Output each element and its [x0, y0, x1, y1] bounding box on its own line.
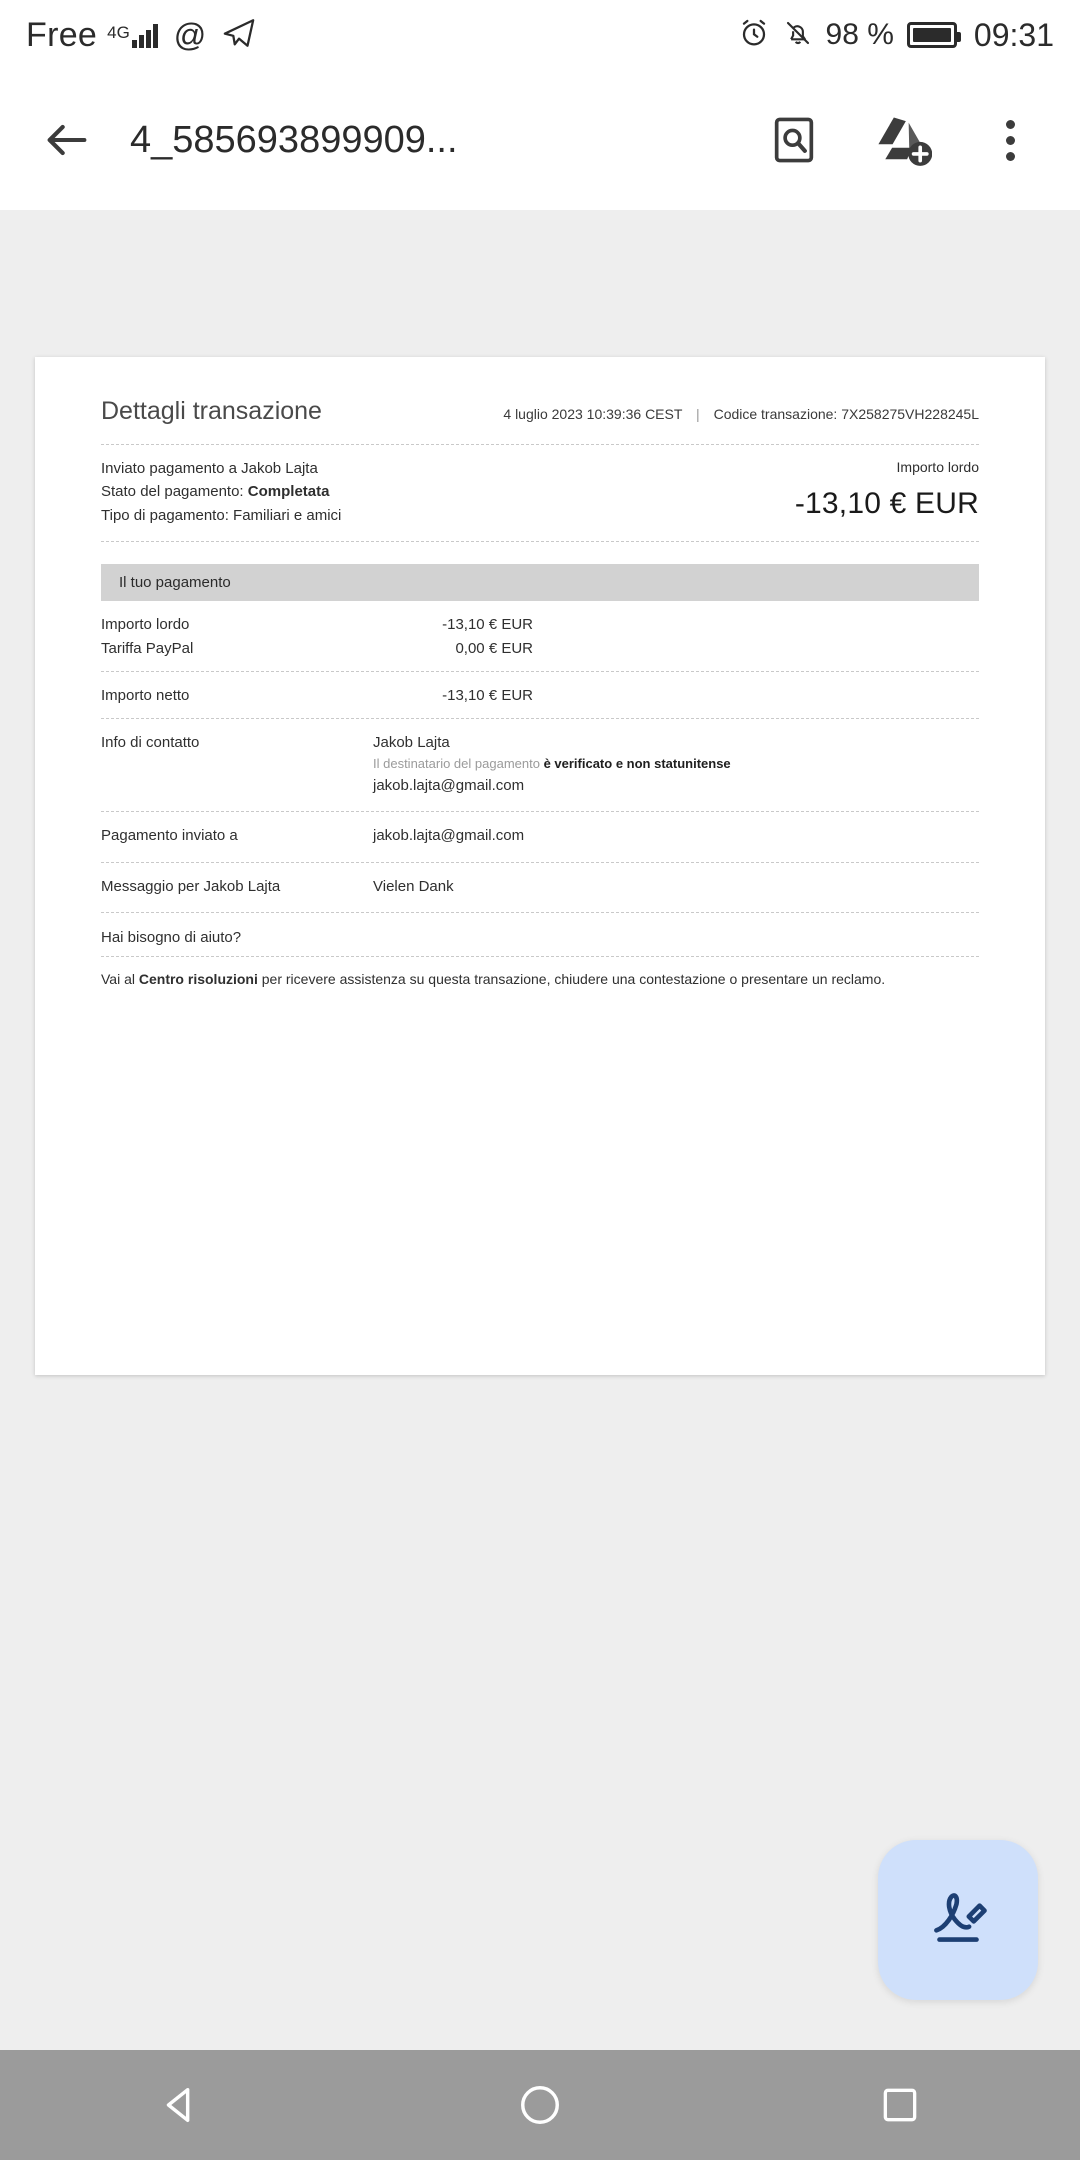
- nav-back-triangle-icon[interactable]: [105, 2050, 255, 2160]
- nav-recents-square-icon[interactable]: [825, 2050, 975, 2160]
- transaction-receipt: [35, 357, 1045, 1012]
- your-payment-band: Il tuo pagamento: [101, 564, 979, 601]
- help-title: Hai bisogno di aiuto?: [101, 928, 242, 946]
- battery-percent-label: 98 %: [825, 18, 894, 51]
- google-drive-add-icon[interactable]: [870, 108, 934, 172]
- bell-muted-icon: [783, 18, 813, 53]
- message-row: [101, 875, 979, 898]
- meta-separator: |: [696, 406, 700, 422]
- receipt-date: 4 luglio 2023 10:39:36 CEST: [503, 406, 683, 422]
- type-label: Tipo di pagamento:: [101, 506, 229, 524]
- nav-home-circle-icon[interactable]: [465, 2050, 615, 2160]
- message-section: [101, 863, 979, 912]
- receipt-header: [101, 397, 979, 444]
- contact-email: jakob.lajta@gmail.com: [373, 777, 525, 795]
- message-value: Vielen Dank: [373, 877, 454, 895]
- contact-section: [101, 719, 979, 812]
- back-button[interactable]: [32, 105, 102, 175]
- more-options-icon[interactable]: [978, 108, 1042, 172]
- contact-name: Jakob Lajta: [373, 733, 450, 751]
- signal-indicator: [107, 22, 158, 48]
- type-value: Familiari e amici: [233, 506, 342, 524]
- summary-right: [795, 457, 979, 527]
- note-bold: è verificato e non statunitense: [543, 756, 731, 771]
- amount-label: Importo lordo: [101, 615, 190, 633]
- amount-value: 0,00 € EUR: [455, 639, 533, 657]
- note-prefix: Il destinatario del pagamento: [373, 756, 544, 771]
- status-bar-right: [738, 17, 1054, 54]
- carrier-label: Free: [26, 15, 98, 54]
- status-bar: [0, 0, 1080, 70]
- type-row: [101, 504, 795, 527]
- amounts-section: [101, 601, 979, 671]
- at-icon: @: [173, 16, 207, 53]
- message-label: Messaggio per Jakob Lajta: [101, 877, 281, 895]
- status-bar-left: [26, 16, 256, 55]
- amount-row: [101, 613, 979, 637]
- amount-row: [101, 637, 979, 661]
- net-row: [101, 684, 979, 708]
- summary-section: [101, 445, 979, 541]
- contact-row: [101, 731, 979, 798]
- net-value: -13,10 € EUR: [442, 686, 533, 704]
- battery-icon: [907, 22, 957, 48]
- sent-to-detail-row: [101, 824, 979, 847]
- app-bar: [0, 70, 1080, 210]
- signature-edit-fab[interactable]: [878, 1840, 1038, 2000]
- status-row: [101, 480, 795, 503]
- transaction-code: Codice transazione: 7X258275VH228245L: [713, 406, 979, 422]
- sent-to-section: [101, 812, 979, 861]
- net-section: [101, 672, 979, 718]
- alarm-clock-icon: [738, 17, 770, 54]
- document-scan-icon[interactable]: [762, 108, 826, 172]
- resolution-center-link[interactable]: Centro risoluzioni: [138, 970, 258, 987]
- contact-details: [373, 731, 979, 798]
- amount-value: -13,10 € EUR: [442, 615, 533, 633]
- pdf-viewer[interactable]: [0, 210, 1080, 2050]
- file-title: 4_585693899909...: [130, 118, 458, 161]
- system-nav-bar: [0, 2050, 1080, 2160]
- pdf-page: [35, 357, 1045, 1375]
- telegram-icon: [222, 16, 256, 55]
- contact-verification-note: [373, 754, 979, 774]
- network-type-label: 4G: [107, 23, 130, 42]
- sent-to-row: [101, 457, 795, 480]
- clock-label: 09:31: [973, 16, 1054, 53]
- signature-edit-icon: [921, 1881, 995, 1960]
- help-prefix: Vai al: [101, 970, 139, 987]
- sent-to-value: jakob.lajta@gmail.com: [373, 827, 525, 845]
- summary-left: [101, 457, 795, 527]
- signal-bars-icon: [132, 22, 158, 48]
- status-label: Stato del pagamento:: [101, 483, 244, 501]
- gross-amount-value: -13,10 € EUR: [794, 487, 979, 520]
- amount-label: Tariffa PayPal: [101, 639, 194, 657]
- receipt-title: Dettagli transazione: [101, 397, 322, 425]
- status-value: Completata: [247, 483, 330, 501]
- gross-amount-label: Importo lordo: [896, 459, 979, 475]
- sent-to-label: Pagamento inviato a: [101, 827, 238, 845]
- receipt-meta: [503, 406, 979, 422]
- help-text: [101, 957, 979, 1012]
- help-suffix: per ricevere assistenza su questa transazione, chiudere una contestazione o presentare un reclamo.: [257, 970, 886, 987]
- contact-label: Info di contatto: [101, 733, 200, 751]
- app-bar-actions: [762, 108, 1048, 172]
- net-label: Importo netto: [101, 686, 190, 704]
- sent-to-text: Inviato pagamento a Jakob Lajta: [101, 460, 318, 477]
- divider-2: [101, 541, 979, 542]
